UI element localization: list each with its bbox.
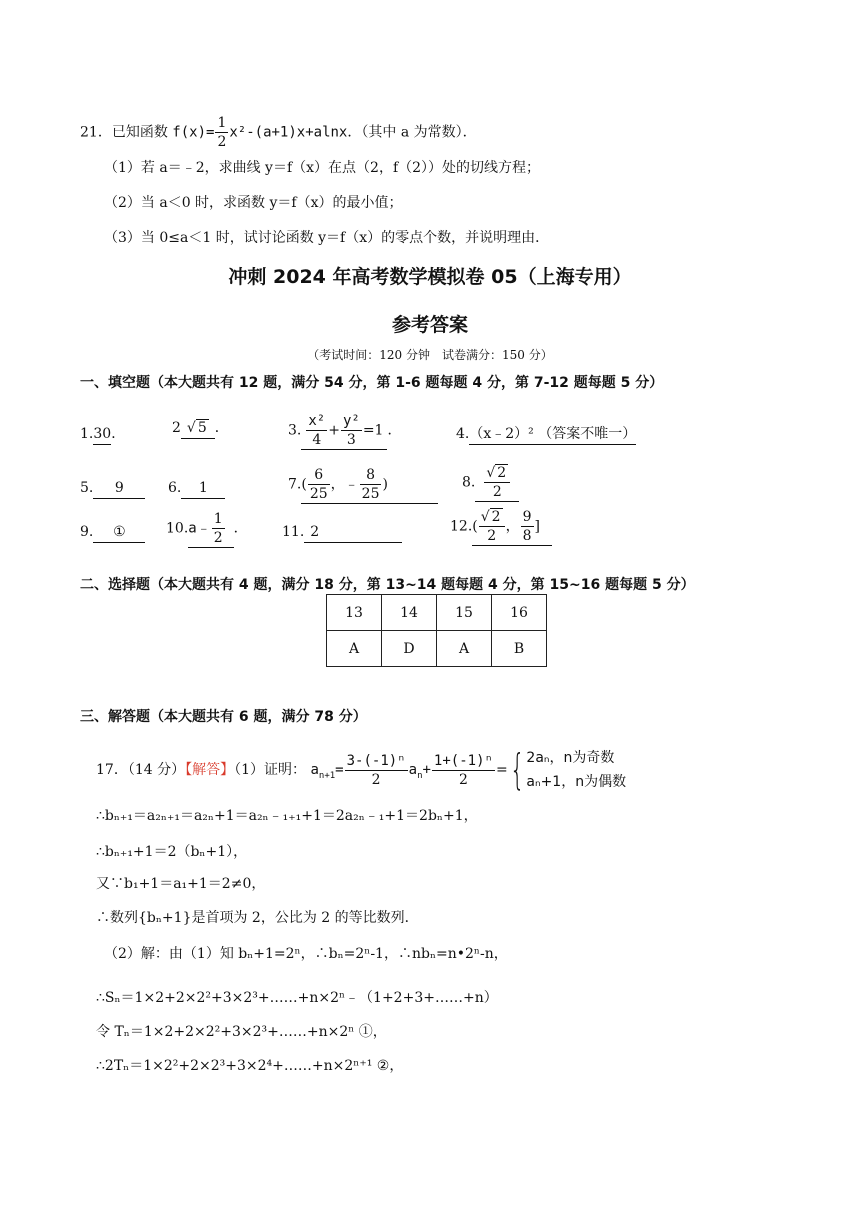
q17-line2: ∴bₙ₊₁+1＝2（bₙ+1）， [96, 844, 248, 860]
section2-heading: 二、选择题（本大题共有 4 题，满分 18 分，第 13~14 题每题 4 分，第 15~16 题每题 5 分） [80, 577, 695, 593]
q21-fx: f(x)= [172, 124, 215, 141]
answer-12-num1: √ 2 [479, 508, 505, 527]
q17-brace: { [509, 745, 525, 794]
answer-8-frac [484, 464, 510, 501]
exam-info: （考试时间：120 分钟 试卷满分：150 分） [307, 348, 553, 362]
answer-10-frac [212, 510, 225, 547]
q17-stem: 17．（14 分）【解答】（1）证明： $a_{n+1}=$ $\frac{\text{3-(-1)ⁿ}}{2}$ $a_n+$ $\frac{\text{1+(-1)ⁿ}}{2}$ ={ 2aₙ，n为奇数 aₙ+1，n为偶数 [96, 745, 627, 794]
q21-half [215, 114, 228, 151]
answer-11-value: 2 [304, 522, 402, 543]
q21-expr: x²-(a+1)x+alnx [229, 124, 348, 141]
answer-9-value: ① [93, 522, 145, 543]
answer-5-value: 9 [93, 478, 145, 499]
q21-lead: 21．已知函数 [80, 124, 168, 141]
answer-3-xden: 4 [312, 432, 322, 448]
answer-12-value: ( $\frac{√ 2}{2}$ ， $\frac{9}{8}$ ] [472, 508, 552, 546]
answer-3 [288, 412, 401, 450]
table-cell-a15: A [437, 631, 492, 667]
q17-frac1 [345, 752, 408, 789]
table-cell-q13: 13 [327, 595, 382, 631]
answer-6-label: 6. [168, 480, 182, 496]
answer-11 [282, 522, 402, 543]
answer-1-value: 30 [93, 424, 111, 445]
answer-3-rhs: =1 [362, 422, 384, 439]
answer-2-end: ． [214, 420, 229, 436]
table-row [327, 595, 547, 631]
answer-3-value: $\frac{\text{x²}}{4}$ + $\frac{\text{y²}}{3}$ =1 [301, 412, 387, 450]
answer-7 [288, 466, 438, 504]
q17-case1: 2aₙ，n为奇数 [526, 750, 615, 766]
answer-4 [456, 424, 636, 445]
answer-12-num2: 9 [522, 509, 532, 525]
answer-3-end: ． [387, 422, 402, 439]
table-cell-q14: 14 [382, 595, 437, 631]
answer-3-yfrac [341, 412, 362, 449]
answer-12 [450, 508, 552, 546]
answer-7-d1: 25 [309, 486, 328, 502]
table-row [327, 631, 547, 667]
answer-5-label: 5. [80, 480, 94, 496]
answer-4-value: （x﹣2）² （答案不唯一） [469, 424, 636, 445]
answer-2 [172, 418, 229, 439]
answer-8-num: √ 2 [484, 464, 510, 483]
answer-8-den: 2 [492, 484, 502, 500]
answer-6-value: 1 [181, 478, 225, 499]
q21-part3: （3）当 0≤a＜1 时，试讨论函数 y＝f（x）的零点个数，并说明理由． [104, 230, 550, 246]
q17-line4: ∴数列{bₙ+1}是首项为 2，公比为 2 的等比数列． [96, 910, 419, 926]
answer-3-xnum: x² [308, 413, 326, 429]
answer-8-value [475, 464, 519, 502]
answer-1-label: 1. [80, 426, 94, 442]
q17-lead: 17．（14 分） [96, 762, 186, 778]
answer-1-end: ． [111, 426, 126, 442]
answer-5 [80, 478, 145, 499]
answer-12-den2: 8 [522, 528, 532, 544]
answer-9 [80, 522, 145, 543]
answer-9-label: 9. [80, 524, 94, 540]
q17-frac2-den: 2 [458, 771, 468, 788]
answer-12-den1: 2 [487, 528, 497, 544]
q21-part2: （2）当 a＜0 时，求函数 y＝f（x）的最小值； [104, 195, 403, 211]
q17-part1: （1）证明： [234, 762, 307, 778]
table-cell-a16: B [492, 631, 547, 667]
answer-11-label: 11. [282, 524, 305, 540]
answer-7-n2: 8 [360, 466, 382, 485]
answer-7-frac1 [308, 466, 330, 503]
q17-line3: 又∵b₁+1＝a₁+1＝2≠0， [96, 876, 266, 892]
answer-7-n1: 6 [308, 466, 330, 485]
answer-6 [168, 478, 225, 499]
q17-line1: ∴bₙ₊₁＝a₂ₙ₊₁＝a₂ₙ+1＝a₂ₙ﹣₁₊₁+1＝2a₂ₙ﹣₁+1＝2bₙ+1， [96, 808, 478, 824]
answer-8 [462, 464, 519, 502]
answer-2-value: √ 5 [181, 418, 215, 439]
answer-3-label: 3. [288, 422, 302, 439]
answer-1 [80, 424, 125, 445]
answer-7-value: ( $\frac{6}{25}$ ，﹣ $\frac{8}{25}$ ) [301, 466, 438, 504]
q17-frac1-num: 3-(-1)ⁿ [346, 752, 406, 769]
table-cell-a13: A [327, 631, 382, 667]
answer-12-label: 12. [450, 518, 473, 535]
answer-2-root: 5 [197, 420, 207, 436]
answer-3-xfrac [306, 412, 327, 449]
q17-cases [526, 746, 626, 794]
q21-half-den: 2 [217, 134, 227, 150]
answer-12-frac2 [521, 508, 534, 545]
answer-4-label: 4. [456, 426, 470, 442]
table-cell-q15: 15 [437, 595, 492, 631]
page-title: 冲刺 2024 年高考数学模拟卷 05（上海专用） [228, 266, 632, 288]
answer-7-frac2 [360, 466, 382, 503]
answer-2-label: 2 [172, 420, 181, 436]
answer-8-root: 2 [497, 465, 507, 481]
q17-an: $a_n+$ [408, 762, 431, 781]
q17-lhs: $a_{n+1}=$ [310, 762, 344, 781]
section1-heading: 一、填空题（本大题共有 12 题，满分 54 分，第 1-6 题每题 4 分，第 7-12 题每题 5 分） [80, 375, 664, 391]
q17-frac2 [432, 752, 495, 789]
section3-heading: 三、解答题（本大题共有 6 题，满分 78 分） [80, 709, 367, 725]
answer-10-label: 10. [166, 520, 189, 537]
answer-7-d2: 25 [361, 486, 380, 502]
q17-case2: aₙ+1，n为偶数 [526, 774, 627, 790]
page-subtitle: 参考答案 [391, 314, 468, 336]
q17-lhs-a: a [310, 762, 319, 778]
q21-tail: ．（其中 a 为常数）． [347, 124, 477, 141]
q21-half-num: 1 [217, 115, 227, 131]
q17-frac2-num: 1+(-1)ⁿ [433, 752, 493, 769]
answer-10-den: 2 [213, 530, 223, 546]
answer-10-pre: a [188, 520, 197, 537]
q17-line8: ∴2Tₙ＝1×2²+2×2³+3×2⁴+……+n×2ⁿ⁺¹ ②， [96, 1058, 404, 1074]
table-cell-a14: D [382, 631, 437, 667]
answer-8-label: 8. [462, 474, 476, 491]
answer-7-label: 7. [288, 476, 302, 493]
q21-stem [80, 114, 477, 151]
q17-frac1-den: 2 [371, 771, 381, 788]
answer-3-ynum: y² [342, 413, 360, 429]
q17-line5: （2）解：由（1）知 bₙ+1=2ⁿ，∴bₙ=2ⁿ-1，∴nbₙ=n•2ⁿ-n， [104, 946, 508, 962]
choice-answer-table [326, 594, 547, 667]
q17-line6: ∴Sₙ＝1×2+2×2²+3×2³+……+n×2ⁿ﹣（1+2+3+……+n） [96, 990, 498, 1006]
answer-12-frac1 [479, 508, 505, 545]
table-cell-q16: 16 [492, 595, 547, 631]
answer-10-num: 1 [213, 511, 223, 527]
answer-3-yden: 3 [346, 432, 356, 448]
answer-12-root: 2 [491, 509, 501, 525]
q17-answer-tag: 【解答】 [185, 762, 235, 778]
answer-10-value: a﹣ $\frac{1}{2}$ [188, 510, 233, 548]
answer-10-end: ． [233, 520, 248, 537]
q17-line7: 令 Tₙ＝1×2+2×2²+3×2³+……+n×2ⁿ ①， [96, 1024, 387, 1040]
q21-part1: （1）若 a＝﹣2，求曲线 y＝f（x）在点（2，f（2））处的切线方程； [104, 160, 541, 176]
answer-10 [166, 510, 248, 548]
